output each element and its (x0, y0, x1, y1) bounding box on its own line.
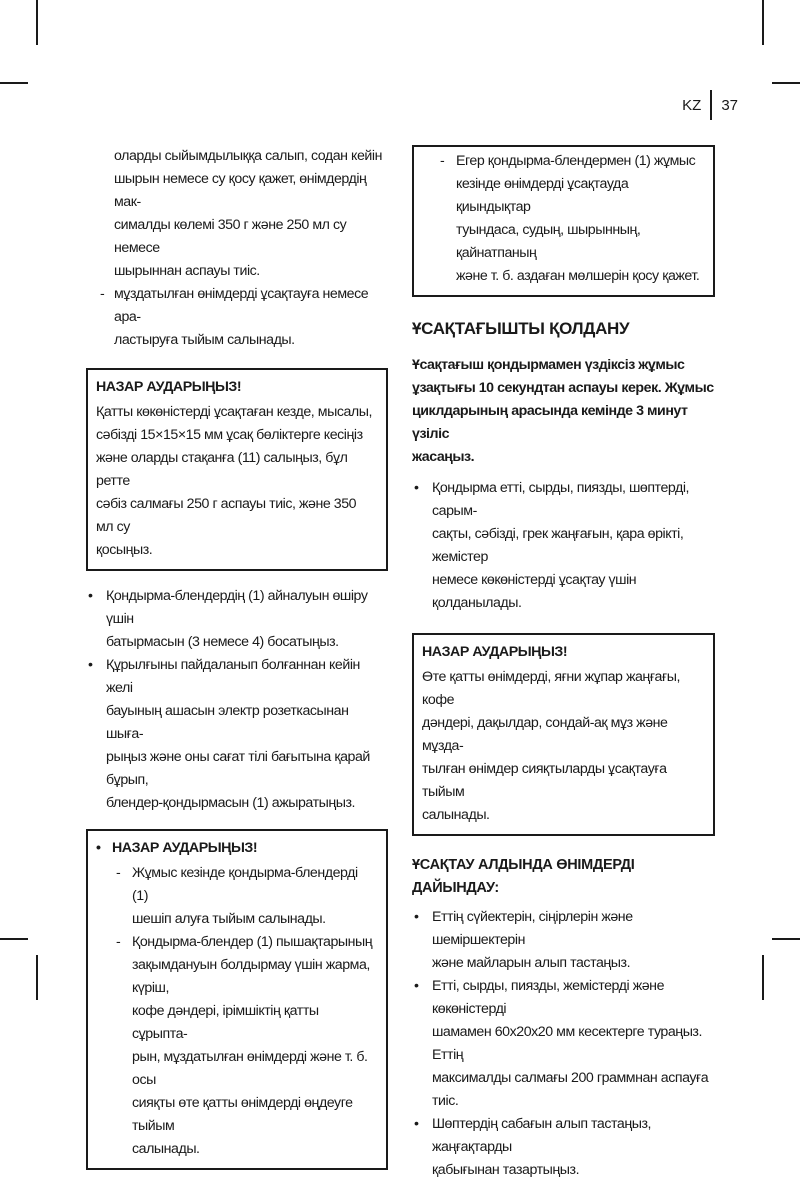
bullet-marker: • (414, 480, 419, 496)
dash-marker: - (100, 286, 105, 302)
bullet-marker: • (414, 1116, 419, 1132)
warning-box (412, 633, 715, 836)
text-line: оларды сыйымдылыққа салып, содан кейін (114, 148, 382, 164)
left-column (86, 145, 388, 1170)
bullet-marker: • (88, 657, 93, 673)
bold-paragraph (412, 354, 715, 469)
text-line: Егер қондырма-блендермен (1) жұмыс (456, 153, 696, 169)
right-column (412, 145, 715, 1182)
dash-list-item (86, 283, 388, 352)
warning-title-text: НАЗАР АУДАРЫҢЫЗ! (112, 840, 258, 856)
dash-marker: - (116, 865, 121, 881)
text-line: салынады. (422, 807, 490, 823)
text-line: Шөптердің сабағын алып тастаңыз, жаңғақтарды (432, 1116, 652, 1155)
section-title: ҰСАҚТАҒЫШТЫ ҚОЛДАНУ (412, 319, 630, 338)
header-divider (710, 90, 712, 120)
text-line: қосыңыз. (96, 542, 153, 558)
text-line: және т. б. аздаған мөлшерін қосу қажет. (456, 268, 700, 284)
bullet-list (412, 906, 715, 1182)
warning-box (86, 368, 388, 571)
text-line: кезінде өнімдерді ұсақтауда қиындықтар (456, 176, 629, 215)
page-number: 37 (721, 96, 738, 114)
text-line: циклдарының арасында кемінде 3 минут үзіліс (412, 403, 688, 442)
text-line: шырыннан аспауы тиіс. (114, 263, 260, 279)
continued-paragraph (86, 145, 388, 283)
subheading: ҰСАҚТАУ АЛДЫНДА ӨНІМДЕРДІ ДАЙЫНДАУ: (412, 857, 635, 896)
text-line: максималды салмағы 200 граммнан аспауға тиіс. (432, 1070, 709, 1109)
text-line: Еттің сүйектерін, сіңірлерін және шеміршектерін (432, 909, 633, 948)
text-line: сәбіз салмағы 250 г аспауы тиіс, және 350 мл су (96, 496, 357, 535)
dash-marker: - (440, 153, 445, 169)
text-line: және майларын алып тастаңыз. (432, 955, 631, 971)
text-line: немесе көкөністерді ұсақтау үшін қолданылады. (432, 572, 637, 611)
text-line: туындаса, судың, шырынның, қайнатпаның (456, 222, 641, 261)
text-line: Өте қатты өнімдерді, яғни жұпар жаңғағы, кофе (422, 669, 680, 708)
text-line: рыңыз және оны сағат тілі бағытына қарай бұрып, (106, 749, 370, 788)
text-line: ластыруға тыйым салынады. (114, 332, 295, 348)
crop-mark-right-upper (772, 82, 800, 84)
warning-title (96, 837, 376, 860)
bullet-marker: • (96, 840, 101, 856)
text-line: жасаңыз. (412, 449, 475, 465)
language-code: KZ (682, 96, 702, 114)
crop-mark-bottom-right (762, 955, 764, 1000)
text-line: Жұмыс кезінде қондырма-блендерді (1) (132, 865, 358, 904)
text-line: Қондырма-блендер (1) пышақтарының (132, 934, 373, 950)
text-line: мұздатылған өнімдерді ұсақтауға немесе ара- (114, 286, 369, 325)
page-header (682, 90, 738, 120)
bullet-item (412, 975, 715, 1113)
text-line: шырын немесе су қосу қажет, өнімдердің мак- (114, 171, 367, 210)
crop-mark-top-left (36, 0, 38, 45)
dash-list-item (422, 150, 703, 288)
text-line: Қондырма етті, сырды, пиязды, шөптерді, сарым- (432, 480, 690, 519)
bullet-marker: • (88, 588, 93, 604)
text-line: дәндері, дақылдар, сондай-ақ мұз және мұзда- (422, 715, 668, 754)
crop-mark-left-lower (0, 938, 28, 940)
text-line: батырмасын (3 немесе 4) босатыңыз. (106, 634, 339, 650)
dash-marker: - (116, 934, 121, 950)
text-line: Құрылғыны пайдаланып болғаннан кейін желі (106, 657, 360, 696)
bullet-item (412, 906, 715, 975)
bullet-list (86, 585, 388, 815)
text-line: блендер-қондырмасын (1) ажыратыңыз. (106, 795, 356, 811)
text-line: қабығынан тазартыңыз. (432, 1162, 580, 1178)
text-line: тылған өнімдер сияқтыларды ұсақтауға тыйым (422, 761, 667, 800)
dash-list-item (96, 862, 376, 931)
text-line: Қатты көкөністерді ұсақтаған кезде, мысалы, (96, 404, 372, 420)
text-line: шамамен 60х20х20 мм кесектерге тураңыз. Еттің (432, 1024, 702, 1063)
text-line: сақты, сәбізді, грек жаңғағын, қара өрікті, жемістер (432, 526, 684, 565)
text-line: және оларды стақанға (11) салыңыз, бұл ретте (96, 450, 348, 489)
bullet-marker: • (414, 978, 419, 994)
text-line: кофе дәндері, ірімшіктің қатты сұрыпта- (132, 1003, 319, 1042)
text-line: сималды көлемі 350 г және 250 мл су немесе (114, 217, 347, 256)
crop-mark-left-upper (0, 82, 28, 84)
bullet-item (412, 1113, 715, 1182)
warning-title: НАЗАР АУДАРЫҢЫЗ! (422, 644, 568, 660)
text-line: бауының ашасын электр розеткасынан шыға- (106, 703, 349, 742)
crop-mark-bottom-left (36, 955, 38, 1000)
bullet-item (86, 585, 388, 654)
warning-title: НАЗАР АУДАРЫҢЫЗ! (96, 379, 242, 395)
text-line: Ұсақтағыш қондырмамен үздіксіз жұмыс (412, 357, 685, 373)
bullet-marker: • (414, 909, 419, 925)
text-line: Қондырма-блендердің (1) айналуын өшіру үшін (106, 588, 368, 627)
crop-mark-top-right (762, 0, 764, 45)
text-line: Етті, сырды, пиязды, жемістерді және көкөністерді (432, 978, 665, 1017)
text-line: салынады. (132, 1141, 200, 1157)
crop-mark-right-lower (772, 938, 800, 940)
text-line: сәбізді 15×15×15 мм ұсақ бөліктерге кесіңіз (96, 427, 363, 443)
text-line: шешіп алуға тыйым салынады. (132, 911, 326, 927)
bullet-item (412, 477, 715, 615)
text-line: зақымдануын болдырмау үшін жарма, күріш, (132, 957, 370, 996)
text-line: рын, мұздатылған өнімдерді және т. б. осы (132, 1049, 368, 1088)
text-line: ұзақтығы 10 секундтан аспауы керек. Жұмыс (412, 380, 714, 396)
dash-list-item (96, 931, 376, 1161)
bullet-item (86, 654, 388, 815)
text-line: сияқты өте қатты өнімдерді өңдеуге тыйым (132, 1095, 353, 1134)
note-box (412, 145, 715, 297)
